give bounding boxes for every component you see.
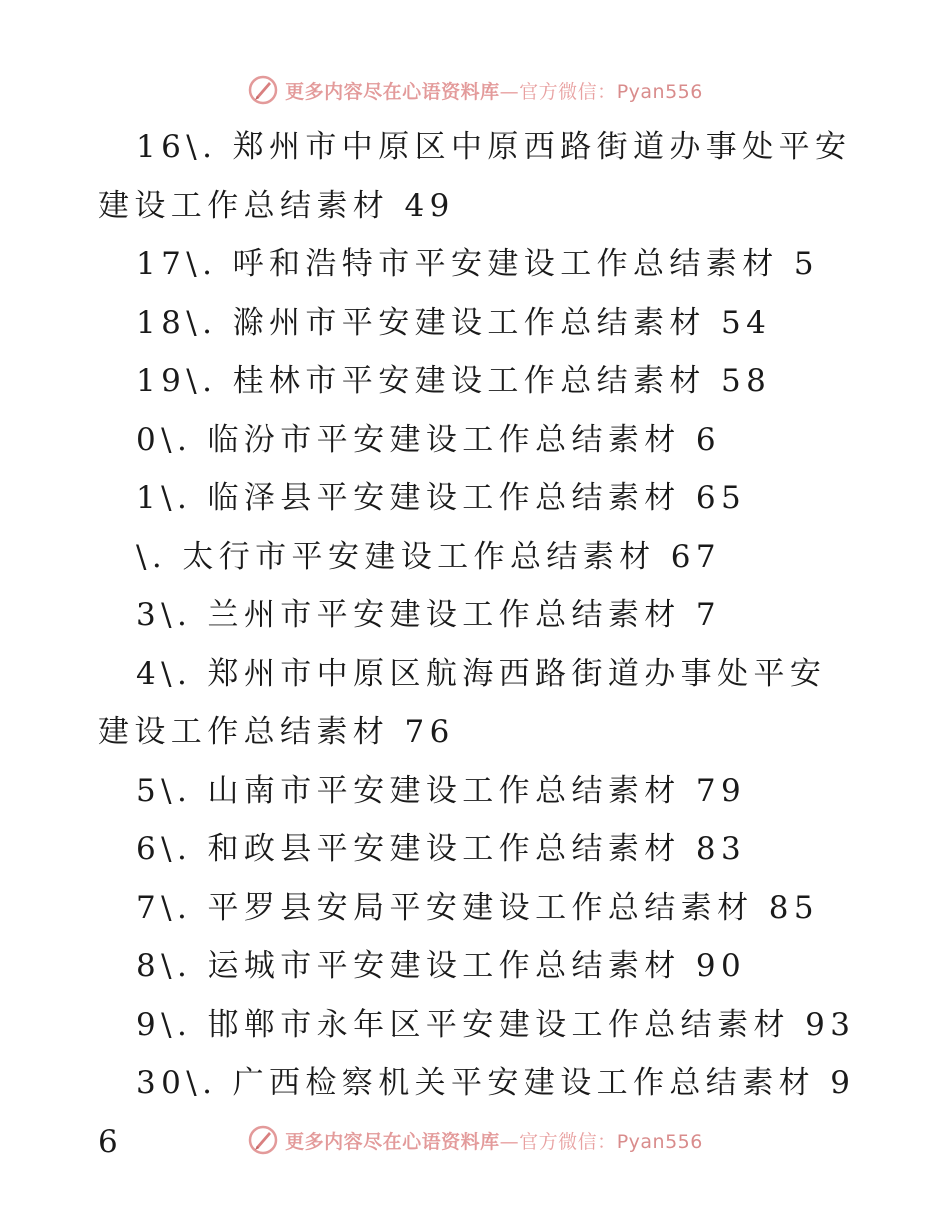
watermark-handle: Pyan556: [616, 80, 703, 103]
watermark-handle: Pyan556: [616, 1130, 703, 1153]
toc-item[interactable]: 4\. 郑州市中原区航海西路街道办事处平安建设工作总结素材 76: [98, 655, 827, 750]
toc-item[interactable]: 30\. 广西检察机关平安建设工作总结素材 96: [98, 1065, 856, 1160]
watermark-brand: 更多内容尽在心语资料库: [285, 1130, 500, 1153]
watermark-separator: —: [499, 1130, 520, 1153]
quill-pen-icon: [247, 74, 279, 106]
toc-item[interactable]: 9\. 邯郸市永年区平安建设工作总结素材 93: [136, 1006, 856, 1043]
watermark-official: 官方微信：: [519, 1130, 617, 1153]
watermark-text: [285, 1127, 703, 1154]
toc-item[interactable]: 0\. 临汾市平安建设工作总结素材 6: [136, 421, 722, 458]
toc-item[interactable]: 1\. 临泽县平安建设工作总结素材 65: [136, 480, 747, 516]
toc-item[interactable]: 16\. 郑州市中原区中原西路街道办事处平安建设工作总结素材 49: [98, 129, 852, 224]
watermark-text: [285, 77, 703, 104]
toc-item[interactable]: \. 太行市平安建设工作总结素材 67: [136, 538, 722, 575]
watermark-footer: [0, 1120, 950, 1160]
toc-item[interactable]: 6\. 和政县平安建设工作总结素材 83: [136, 831, 747, 867]
watermark-separator: —: [499, 80, 520, 103]
watermark-brand: 更多内容尽在心语资料库: [285, 80, 500, 103]
toc-item[interactable]: 5\. 山南市平安建设工作总结素材 79: [136, 772, 747, 809]
toc-item[interactable]: 17\. 呼和浩特市平安建设工作总结素材 5: [136, 246, 819, 282]
toc-item[interactable]: 8\. 运城市平安建设工作总结素材 90: [136, 948, 747, 984]
watermark-official: 官方微信：: [519, 80, 617, 103]
toc-item[interactable]: 3\. 兰州市平安建设工作总结素材 7: [136, 597, 722, 633]
toc-item[interactable]: 19\. 桂林市平安建设工作总结素材 58: [136, 363, 772, 399]
toc-item[interactable]: 7\. 平罗县安局平安建设工作总结素材 85: [136, 889, 819, 926]
watermark-header: [0, 70, 950, 110]
table-of-contents: [98, 118, 858, 1171]
toc-item[interactable]: 18\. 滁州市平安建设工作总结素材 54: [136, 304, 772, 341]
quill-pen-icon: [247, 1124, 279, 1156]
